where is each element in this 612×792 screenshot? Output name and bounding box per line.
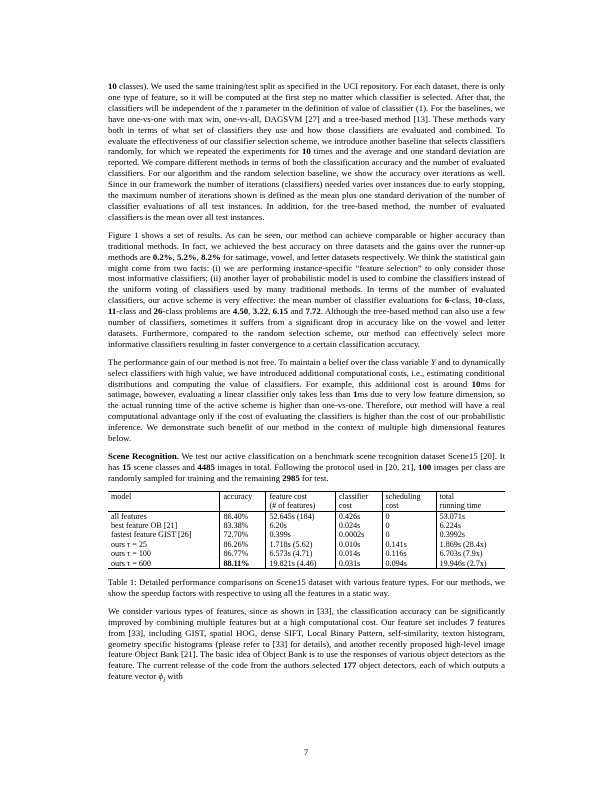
bold-number: 4.50 — [232, 306, 249, 317]
text-span: object detectors, each of which outputs a feature vector — [108, 660, 506, 682]
table-cell: 6.703s (7.9x) — [436, 549, 505, 558]
bold-number: 3.22 — [252, 306, 269, 317]
bold-number: 26 — [153, 306, 163, 317]
bold-number: 100 — [418, 461, 432, 472]
table-cell: 1.869s (28.4x) — [436, 540, 505, 549]
bold-number: 4485 — [197, 461, 215, 472]
table-cell: 0.116s — [382, 549, 436, 558]
bold-number: 11 — [108, 306, 117, 317]
text-span: and — [287, 306, 306, 317]
bold-number: 8.2% — [201, 251, 221, 262]
subscript-i: i — [163, 675, 166, 684]
text-span: , — [172, 251, 177, 262]
table-cell: 0 — [382, 530, 436, 539]
header-cell: total — [436, 491, 505, 501]
table-cell: 52.645s (184) — [266, 511, 335, 521]
table-row — [108, 540, 505, 549]
page-number: 7 — [303, 747, 309, 757]
table-cell: ours τ = 25 — [111, 539, 147, 549]
paragraph-figure1-results — [108, 230, 505, 350]
text-span: -class, — [482, 295, 505, 306]
bold-number: 10 — [474, 295, 483, 306]
text-span: ms for satimage, however, evaluating a linear classifier only takes less than — [108, 378, 505, 400]
table-cell: 1.718s (5.62) — [266, 540, 335, 549]
table-cell: 0.014s — [335, 549, 382, 558]
table-cell: ours τ = 600 — [108, 559, 220, 569]
tau-symbol: τ — [239, 102, 243, 113]
phi-symbol: ϕ — [158, 671, 164, 682]
bold-number: 6 — [444, 295, 450, 306]
table-cell: 0.141s — [382, 540, 436, 549]
bold-number: 6.15 — [272, 306, 288, 317]
text-span: -class, — [449, 295, 475, 306]
bold-number: 15 — [122, 461, 131, 472]
header-cell: feature cost — [266, 491, 335, 501]
text-column — [108, 81, 505, 693]
paragraph-uci — [108, 81, 505, 223]
bold-number: 5.2% — [176, 251, 197, 262]
table-row — [108, 559, 505, 569]
table-cell: 88.11% — [220, 559, 266, 569]
subheader-cell: (# of features) — [266, 501, 335, 511]
text-span: times and the average and one standard deviation are reported. We compare different methods in terms of both the classification accuracy and the number of evaluated classifiers. For our algorithm and the random selection baseline, we show the accuracy over iterations as well. Since in our framework the number of iterations (classifiers) needed varies over instances due to early stopping, the maximum number of iterations shown is defined as the mean plus one standard derivation of the number of classifier evaluations of all test instances. In addition, for the tree-based method, the number of evaluated classifiers is the mean over all test instances. — [108, 146, 505, 222]
bold-number: 10 — [301, 146, 311, 157]
table-cell: 19.946s (2.7x) — [436, 559, 505, 569]
header-cell: classifier — [335, 491, 382, 501]
table-row — [108, 511, 505, 521]
subheader-cell: cost — [335, 501, 382, 511]
text-span: parameter in the definition of value of classifier (1). For the baselines, we have one-vs-one with max win, one-vs-all, DAGSVM [27] and a tree-based method [13]. These methods vary both in terms of what set of classifiers they use and how those classifiers are evaluated and combined. To evaluate the effectiveness of our classifier selection scheme, we introduce another baseline that selects classifiers randomly, for which we repeated the experiments for — [108, 102, 505, 157]
text-span: We test our active classification on a benchmark scene recognition dataset Scene15 [20]. It has — [108, 451, 506, 472]
table-cell: 72.70% — [220, 530, 266, 539]
text-span: , — [268, 306, 273, 317]
paragraph-features — [108, 606, 505, 686]
text-span: -class and — [116, 306, 154, 317]
text-span: , — [248, 306, 253, 317]
table-cell: 83.38% — [220, 521, 266, 530]
text-span: We consider various types of features, since as shown in [33], the classification accuracy can be significantly improved by combining multiple features but at a high computational cost. Our feature set includes — [108, 605, 505, 627]
table-cell: 0.010s — [335, 540, 382, 549]
text-span: and to dynamically select classifiers with high value, we have introduced additional computational costs, i.e., estimating conditional distributions and computing the value of classifiers. For example, this additional cost is around — [108, 356, 505, 389]
table-row — [108, 549, 505, 558]
results-table — [108, 491, 505, 569]
table-cell: 6.20s — [266, 521, 335, 530]
paragraph-scene-recognition — [108, 451, 505, 484]
table-cell: 86.40% — [220, 511, 266, 521]
bold-number: 2985 — [282, 472, 300, 483]
text-span: ms due to very low feature dimension, so the actual running time of the active scheme is higher than one-vs-one. Therefore, our method will have a real computational advantage only if the cost of evaluating the classifiers is higher than the cost of our probabilistic inference. We demonstrate such benefit of our method in the context of multiple high dimensional features below. — [108, 389, 505, 444]
subheader-cell: cost — [382, 501, 436, 511]
table-cell: 0.094s — [382, 559, 436, 569]
table-cell: 0.426s — [335, 511, 382, 521]
text-span: . Although the tree-based method can also use a few number of classifiers, sometimes it suffers from a significant drop in accuracy like on the vowel and letter datasets. Furthermore, compared to the random selection scheme, our method can effectively select more informative classifiers resulting in faster convergence to a certain classification accuracy. — [108, 306, 506, 349]
text-span: scene classes and — [130, 461, 198, 472]
table-cell: 53.071s — [436, 511, 505, 521]
bold-number: 10 — [471, 378, 481, 389]
table-cell: ours τ = 100 — [111, 549, 151, 559]
text-span: -class problems are — [162, 306, 233, 317]
subheader-cell: running time — [436, 501, 505, 511]
table-header-row — [108, 491, 505, 501]
header-cell: model — [108, 491, 220, 501]
text-span: , — [196, 251, 202, 262]
text-span: classes). We used the same training/test split as specified in the UCI repository. For each dataset, there is only one type of feature, so it will be computed at the first step no matter which classifier is selected. After that, the classifiers will be independent of the — [108, 81, 505, 113]
text-span: features from [33], including GIST, spatial HOG, dense SIFT, Local Binary Pattern, self-similarity, texton histogram, geometry specific histograms (please refer to [33] for details), and another recently proposed high-level image feature Object Bank [21]. The basic idea of Object Bank is to use the responses of various object detectors as the feature. The current release of the code from the authors selected — [108, 616, 505, 671]
table-cell: 6.573s (4.71) — [266, 549, 335, 558]
text-span: with — [165, 671, 183, 682]
table-cell: 0.0002s — [335, 530, 382, 539]
table-cell: 0.3992s — [436, 530, 505, 539]
subheader-cell — [108, 501, 220, 511]
text-span: images per class are randomly sampled for training and the remaining — [108, 461, 505, 483]
table-cell: 0 — [382, 521, 436, 530]
table-subheader-row — [108, 501, 505, 511]
subheader-cell — [220, 501, 266, 511]
text-span: for satimage, vowel, and letter datasets respectively. We think the statistical gain might come from two facts: (i) we are performing instance-specific “feature selection” to only consider those most informative classifiers; (ii) another layer of probabilistic model is used to combine the classifiers instead of the uniform voting of classifiers used by many traditional methods. In terms of the number of evaluated classifiers, our active scheme is very effective: the mean number of classifier evaluations for — [108, 251, 506, 306]
table-cell: fastest feature GIST [26] — [111, 530, 192, 540]
text-span: for test. — [299, 472, 329, 483]
variable-y: Y — [430, 356, 436, 367]
table-cell: all features — [111, 511, 147, 521]
table-cell: 6.224s — [436, 521, 505, 530]
bold-number: 7.72 — [305, 306, 321, 317]
bold-number: 0.2% — [152, 251, 173, 262]
table-cell: 86.26% — [220, 540, 266, 549]
section-heading: Scene Recognition. — [108, 451, 179, 461]
text-span: The performance gain of our method is not free. To maintain a belief over the class variable — [108, 356, 431, 367]
table-cell: 0 — [382, 511, 436, 521]
table-cell: 86.77% — [220, 549, 266, 558]
table-cell: 0.031s — [335, 559, 382, 569]
header-cell: accuracy — [220, 491, 266, 501]
table-cell: 0.399s — [266, 530, 335, 539]
text-span: Figure 1 shows a set of results. As can be seen, our method can achieve comparable or higher accuracy than traditional methods. In fact, we achieved the best accuracy on three datasets and the gains over the runner-up methods are — [108, 229, 505, 262]
table-row — [108, 530, 505, 539]
table-cell: best feature OB [21] — [111, 520, 178, 530]
table-cell: 0.024s — [335, 521, 382, 530]
paragraph-performance-cost — [108, 357, 505, 444]
header-cell: scheduling — [382, 491, 436, 501]
bold-number: 10 — [108, 81, 117, 91]
table-row — [108, 521, 505, 530]
table-cell: 19.821s (4.46) — [266, 559, 335, 569]
text-span: images in total. Following the protocol used in [20, 21], — [214, 461, 419, 472]
bold-number: 177 — [343, 660, 357, 671]
bold-number: 1 — [353, 389, 358, 400]
bold-number: 7 — [469, 616, 475, 627]
table-caption: Table 1: Detailed performance comparisons on Scene15 dataset with various feature types. For our methods, we show the speedup factors with respective to using all the features in a static way. — [108, 576, 505, 598]
